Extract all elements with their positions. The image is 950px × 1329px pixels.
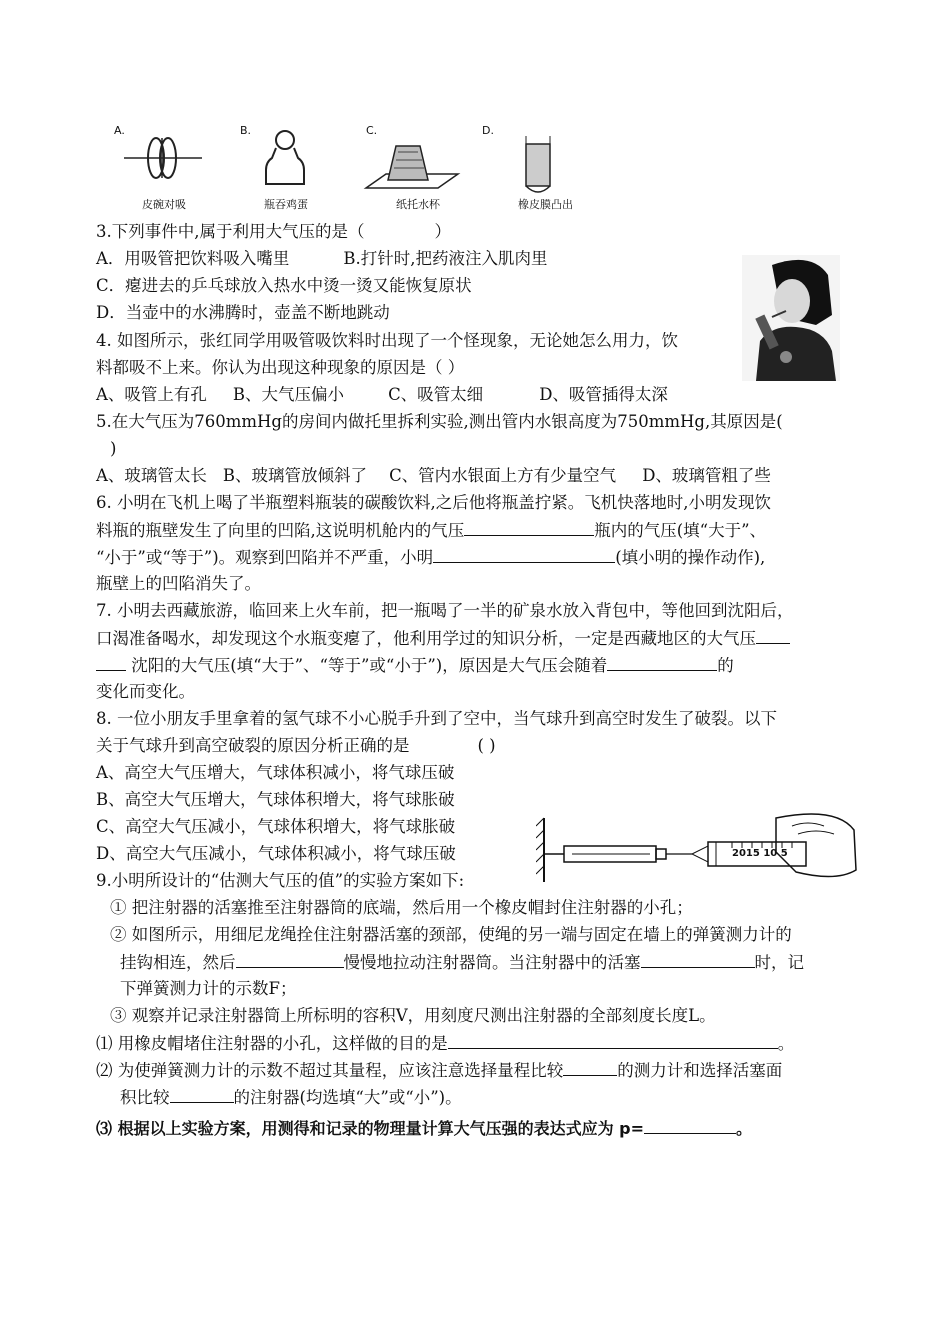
q8-line-2: 关于气球升到高空破裂的原因分析正确的是 ( ) [96,736,496,755]
option-d-caption: 橡皮膜凸出 [518,198,573,211]
option-b-caption: 瓶吞鸡蛋 [264,198,308,211]
q6-line-4: 瓶壁上的凹陷消失了。 [96,574,261,593]
q6-line-3: “小于”或“等于”)。观察到凹陷并不严重，小明 (填小明的操作动作), [96,548,766,567]
q9-sub-2-line-1: ⑵ 为使弹簧测力计的示数不超过其量程，应该注意选择量程比较 的测力计和选择活塞面 [96,1061,783,1080]
q9-step-2-line-3: 下弹簧测力计的示数F； [120,979,297,998]
q4-line-1: 4. 如图所示，张红同学用吸管吸饮料时出现了一个怪现象，无论她怎么用力，饮 [96,331,678,350]
figure-options-row [106,122,592,218]
q5-option-c: C、管内水银面上方有少量空气 [389,466,617,485]
q3-option-a: A．用吸管把饮料吸入嘴里 [96,249,290,268]
q9-blank-5[interactable] [170,1087,234,1103]
q8-line-1: 8. 一位小朋友手里拿着的氢气球不小心脱手升到了空中，当气球升到高空时发生了破裂。以下 [96,709,777,728]
bottle-egg-illustration [266,131,304,184]
q8-answer-paren: ( ) [477,736,496,755]
q8-option-c: C、高空大气压减小，气球体积增大，将气球胀破 [96,817,456,836]
q7-line-4: 变化而变化。 [96,682,195,701]
q4-line-2: 料都吸不上来。你认为出现这种现象的原因是（ ） [96,358,465,377]
q9-step-3: ③ 观察并记录注射器筒上所标明的容积V，用刻度尺测出注射器的全部刻度长度L。 [110,1006,716,1025]
q3-stem: 3.下列事件中,属于利用大气压的是（ ） [96,222,451,241]
suction-cups-illustration [124,138,202,178]
q5-option-a: A、玻璃管太长 [96,466,207,485]
q9-blank-1[interactable] [236,952,344,968]
option-c-letter: C. [366,124,378,137]
q7-line-3: 沈阳的大气压(填“大于”、“等于”或“小于”)，原因是大气压会随着 的 [96,655,734,676]
q3-options-ab [96,249,548,269]
rubber-membrane-illustration [526,136,550,192]
q9-stem: 9.小明所设计的“估测大气压的值”的实验方案如下: [96,871,465,890]
option-c-caption: 纸托水杯 [396,198,440,211]
q9-blank-2[interactable] [641,952,755,968]
q9-sub-1: ⑴ 用橡皮帽堵住注射器的小孔，这样做的目的是 。 [96,1034,795,1053]
q9-sub-2-line-2: 积比较 的注射器(均选填“大”或“小”)。 [120,1088,462,1107]
q6-line-1: 6. 小明在飞机上喝了半瓶塑料瓶装的碳酸饮料,之后他将瓶盖拧紧。飞机快落地时,小明发现饮 [96,493,771,512]
q6-blank-2[interactable] [433,547,615,563]
q5-option-b: B、玻璃管放倾斜了 [222,466,368,485]
option-b-letter: B. [240,124,252,137]
q7-line-2: 口渴准备喝水，却发现这个水瓶变瘪了，他利用学过的知识分析，一定是西藏地区的大气压 [96,628,790,649]
q3-option-c: C．瘪进去的乒乓球放入热水中烫一烫又能恢复原状 [96,276,472,295]
q9-step-2-line-2: 挂钩相连，然后 慢慢地拉动注射器筒。当注射器中的活塞 时，记 [120,953,804,972]
q7-blank-1b[interactable] [96,655,126,671]
q9-step-2-line-1: ② 如图所示，用细尼龙绳拴住注射器活塞的颈部，使绳的另一端与固定在墙上的弹簧测力计的 [110,925,792,944]
option-a-letter: A. [114,124,125,137]
q7-blank-2[interactable] [607,655,717,671]
q9-sub-3: ⑶ 根据以上实验方案，用测得和记录的物理量计算大气压强的表达式应为 p= 。 [96,1119,753,1138]
q4-option-c: C、吸管太细 [388,385,484,404]
q4-option-d: D、吸管插得太深 [539,385,668,404]
q7-line-1: 7. 小明去西藏旅游，临回来上火车前，把一瓶喝了一半的矿泉水放入背包中，等他回到沈阳后， [96,601,794,620]
q3-option-d: D．当壶中的水沸腾时，壶盖不断地跳动 [96,303,390,322]
q9-step-1: ① 把注射器的活塞推至注射器筒的底端，然后用一个橡皮帽封住注射器的小孔； [110,898,693,917]
q9-blank-4[interactable] [563,1060,617,1076]
girl-drinking-photo [742,255,840,381]
q5-line-1: 5.在大气压为760mmHg的房间内做托里拆利实验,测出管内水银高度为750mmHg,其原因是( [96,412,783,431]
syringe-apparatus-illustration [536,812,858,886]
syringe-scale-label: 2015 10 5 [732,848,788,859]
q5-options [96,466,771,486]
q9-blank-6[interactable] [644,1118,736,1134]
q8-option-d: D、高空大气压减小，气球体积减小，将气球压破 [96,844,456,863]
q6-line-2: 料瓶的瓶壁发生了向里的凹陷,这说明机舱内的气压 瓶内的气压(填“大于”、 [96,521,767,540]
q4-option-b: B、大气压偏小 [232,385,345,404]
q7-blank-1a[interactable] [756,628,790,644]
q5-line-2: ) [110,439,117,458]
q8-option-a: A、高空大气压增大，气球体积减小，将气球压破 [96,763,455,782]
q6-blank-1[interactable] [464,520,594,536]
wall-hatching [536,818,544,882]
q8-option-b: B、高空大气压增大，气球体积增大，将气球胀破 [96,790,455,809]
q9-blank-3[interactable] [448,1033,778,1049]
q5-option-d: D、玻璃管粗了些 [642,466,771,485]
q4-option-a: A、吸管上有孔 [96,385,207,404]
paper-cup-illustration [366,146,458,188]
q4-options [96,385,668,405]
option-d-letter: D. [482,124,494,137]
option-a-caption: 皮碗对吸 [142,198,186,211]
q3-option-b: B.打针时,把药液注入肌肉里 [343,249,548,268]
